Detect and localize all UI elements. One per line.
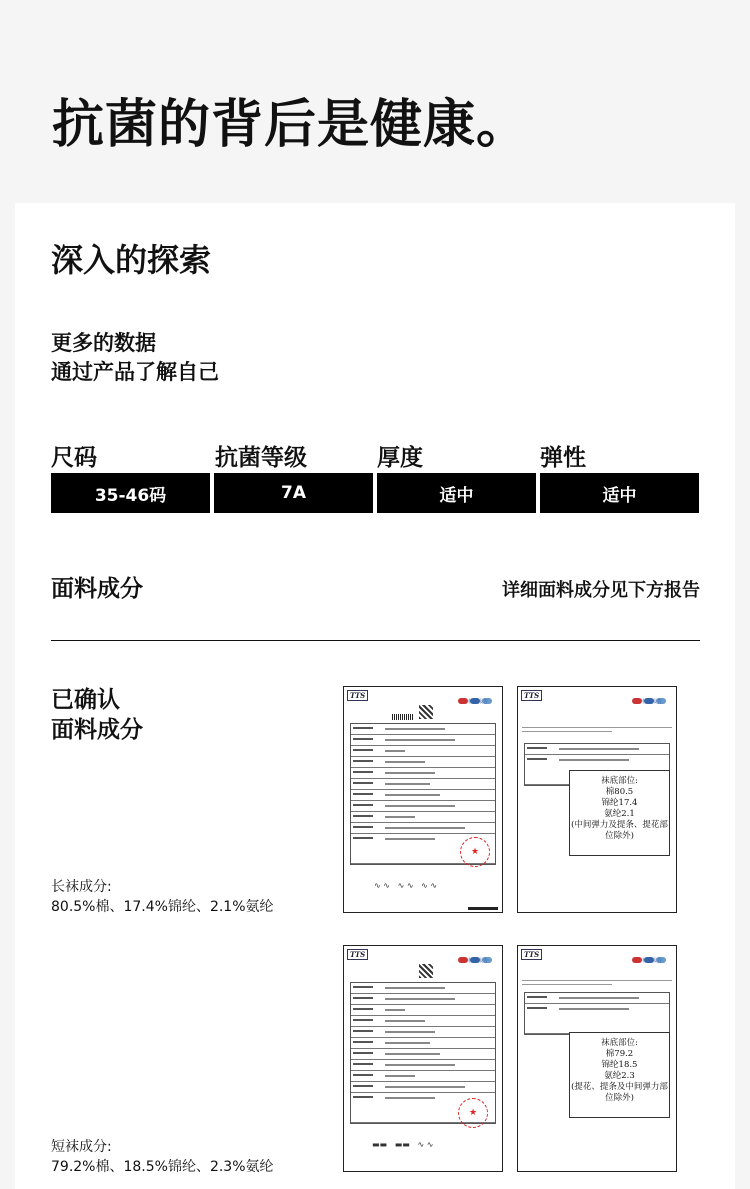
cert-badges	[456, 689, 496, 697]
details-card	[15, 203, 735, 1189]
spec-value-size: 35-46码	[51, 473, 210, 513]
report-table	[524, 992, 670, 1035]
signature-icon: ∿ ∿ ∿ ∿ ∿ ∿	[374, 881, 438, 890]
cert-badges	[630, 689, 670, 697]
confirmed-line: 面料成分	[51, 717, 143, 743]
short-report-page-2	[517, 945, 677, 1172]
composition-overlay	[569, 770, 670, 856]
barcode-icon	[392, 714, 414, 720]
report-logo: TTS	[521, 949, 542, 960]
overlay-line: (中间弹力及提条、提花部	[571, 820, 668, 830]
divider	[51, 640, 700, 641]
intro-line: 更多的数据	[51, 331, 156, 355]
intro-line: 通过产品了解自己	[51, 360, 219, 384]
overlay-line: 氨纶2.3	[604, 1071, 635, 1081]
long-socks-label: 长袜成分:	[51, 879, 112, 895]
spec-header-antibacterial: 抗菌等级	[215, 445, 307, 471]
short-socks-label: 短袜成分:	[51, 1139, 112, 1155]
report-title: 检测报告	[467, 699, 488, 705]
overlay-line: 锦纶18.5	[601, 1060, 638, 1070]
cert-badges	[630, 948, 670, 956]
spec-header-thickness: 厚度	[377, 445, 423, 471]
intro-text	[51, 329, 219, 387]
overlay-line: 锦纶17.4	[601, 798, 638, 808]
report-title: 检测报告	[467, 958, 488, 964]
report-lines	[522, 980, 672, 988]
overlay-line: 袜底部位:	[601, 776, 638, 786]
spec-value-elasticity: 适中	[540, 473, 699, 513]
spec-header-size: 尺码	[51, 445, 97, 471]
qr-code-icon	[419, 705, 433, 719]
stamp-icon: ★	[460, 837, 490, 867]
short-report-page-1	[343, 945, 503, 1172]
cert-badges	[456, 948, 496, 956]
long-report-page-2	[517, 686, 677, 913]
report-logo: TTS	[347, 949, 368, 960]
overlay-line: (提花、提条及中间弹力部	[571, 1082, 668, 1092]
long-report-page-1	[343, 686, 503, 913]
material-title: 面料成分	[51, 576, 143, 602]
overlay-line: 氨纶2.1	[604, 809, 635, 819]
composition-overlay	[569, 1032, 670, 1118]
spec-value-antibacterial: 7A	[214, 473, 373, 513]
page-headline: 抗菌的背后是健康。	[52, 95, 530, 155]
short-socks-composition: 79.2%棉、18.5%锦纶、2.3%氨纶	[51, 1159, 274, 1175]
long-socks-composition: 80.5%棉、17.4%锦纶、2.1%氨纶	[51, 899, 274, 915]
material-note: 详细面料成分见下方报告	[502, 580, 700, 601]
short-socks-caption	[51, 1137, 274, 1177]
report-title: 检测报告	[641, 958, 662, 964]
spec-headers	[51, 439, 701, 471]
signature-icon: ▬▬ ▬▬ ∿ ∿	[372, 1140, 434, 1149]
spec-header-elasticity: 弹性	[540, 445, 586, 471]
footer-bar	[468, 907, 498, 910]
spec-values	[51, 473, 701, 513]
report-logo: TTS	[347, 690, 368, 701]
overlay-line: 棉79.2	[605, 1049, 634, 1059]
report-lines	[522, 727, 672, 735]
spec-value-thickness: 适中	[377, 473, 536, 513]
stamp-icon: ★	[458, 1098, 488, 1128]
overlay-line: 位除外)	[605, 1093, 634, 1103]
report-title: 检测报告	[641, 699, 662, 705]
qr-code-icon	[419, 964, 433, 978]
report-logo: TTS	[521, 690, 542, 701]
long-socks-caption	[51, 877, 274, 917]
confirmed-line: 已确认	[51, 687, 120, 713]
overlay-line: 位除外)	[605, 831, 634, 841]
overlay-line: 棉80.5	[605, 787, 634, 797]
confirmed-heading	[51, 685, 143, 745]
section-title: 深入的探索	[51, 241, 212, 279]
overlay-line: 袜底部位:	[601, 1038, 638, 1048]
